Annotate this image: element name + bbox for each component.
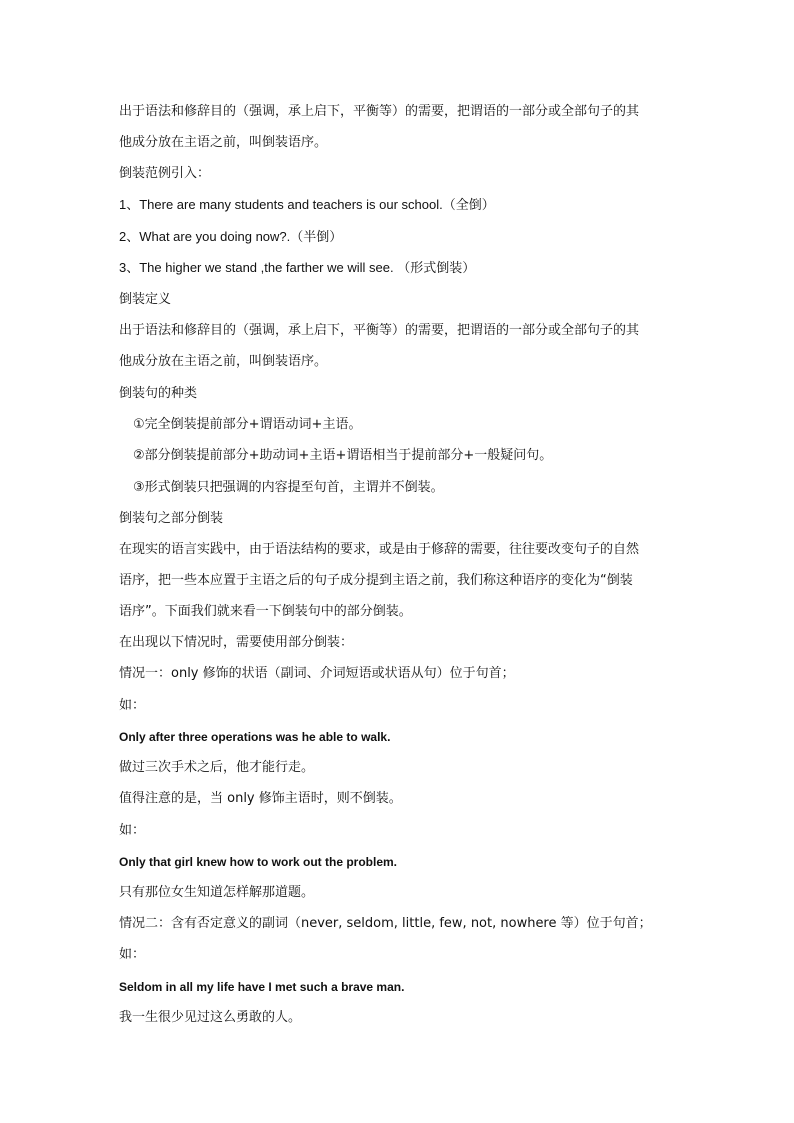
text-line: 语序”。下面我们就来看一下倒装句中的部分倒装。 [119,604,412,619]
example-label: 如： [119,947,146,962]
example-label: 如： [119,823,146,838]
text-line: 出于语法和修辞目的（强调，承上启下，平衡等）的需要，把谓语的一部分或全部句子的其 [119,323,640,338]
example-line: 2、What are you doing now?.（半倒） [119,229,343,244]
list-item: ③形式倒装只把强调的内容提至句首，主谓并不倒装。 [133,480,444,495]
text-line: 语序，把一些本应置于主语之后的句子成分提到主语之前，我们称这种语序的变化为“倒装 [119,573,633,588]
section-heading: 倒装句之部分倒装 [119,511,224,526]
text-line: 出于语法和修辞目的（强调，承上启下，平衡等）的需要，把谓语的一部分或全部句子的其 [119,104,640,119]
text-line: 在现实的语言实践中，由于语法结构的要求，或是由于修辞的需要，往往要改变句子的自然 [119,542,640,557]
section-heading: 倒装句的种类 [119,386,198,401]
case-heading: 情况二：含有否定意义的副词（never, seldom, little, few, not, nowhere 等）位于句首； [119,916,652,931]
translation-line: 做过三次手术之后，他才能行走。 [119,760,315,775]
section-label: 倒装范例引入： [119,166,211,181]
example-line: 1、There are many students and teachers is our school.（全倒） [119,197,495,212]
case-heading: 情况一：only 修饰的状语（副词、介词短语或状语从句）位于句首； [119,666,515,681]
text-line: 他成分放在主语之前，叫倒装语序。 [119,354,328,369]
example-label: 如： [119,698,146,713]
list-item: ②部分倒装提前部分+助动词+主语+谓语相当于提前部分+一般疑问句。 [133,448,553,463]
text-line: 在出现以下情况时，需要使用部分倒装： [119,635,354,650]
note-line: 值得注意的是，当 only 修饰主语时，则不倒装。 [119,791,402,806]
translation-line: 只有那位女生知道怎样解那道题。 [119,885,315,900]
list-item: ①完全倒装提前部分+谓语动词+主语。 [133,417,362,432]
section-heading: 倒装定义 [119,292,172,307]
example-sentence: Only after three operations was he able to walk. [119,730,391,744]
translation-line: 我一生很少见过这么勇敢的人。 [119,1010,302,1025]
example-line: 3、The higher we stand ,the farther we will see. （形式倒装） [119,260,476,275]
text-line: 他成分放在主语之前，叫倒装语序。 [119,135,328,150]
example-sentence: Only that girl knew how to work out the problem. [119,855,398,869]
example-sentence: Seldom in all my life have I met such a brave man. [119,980,405,994]
